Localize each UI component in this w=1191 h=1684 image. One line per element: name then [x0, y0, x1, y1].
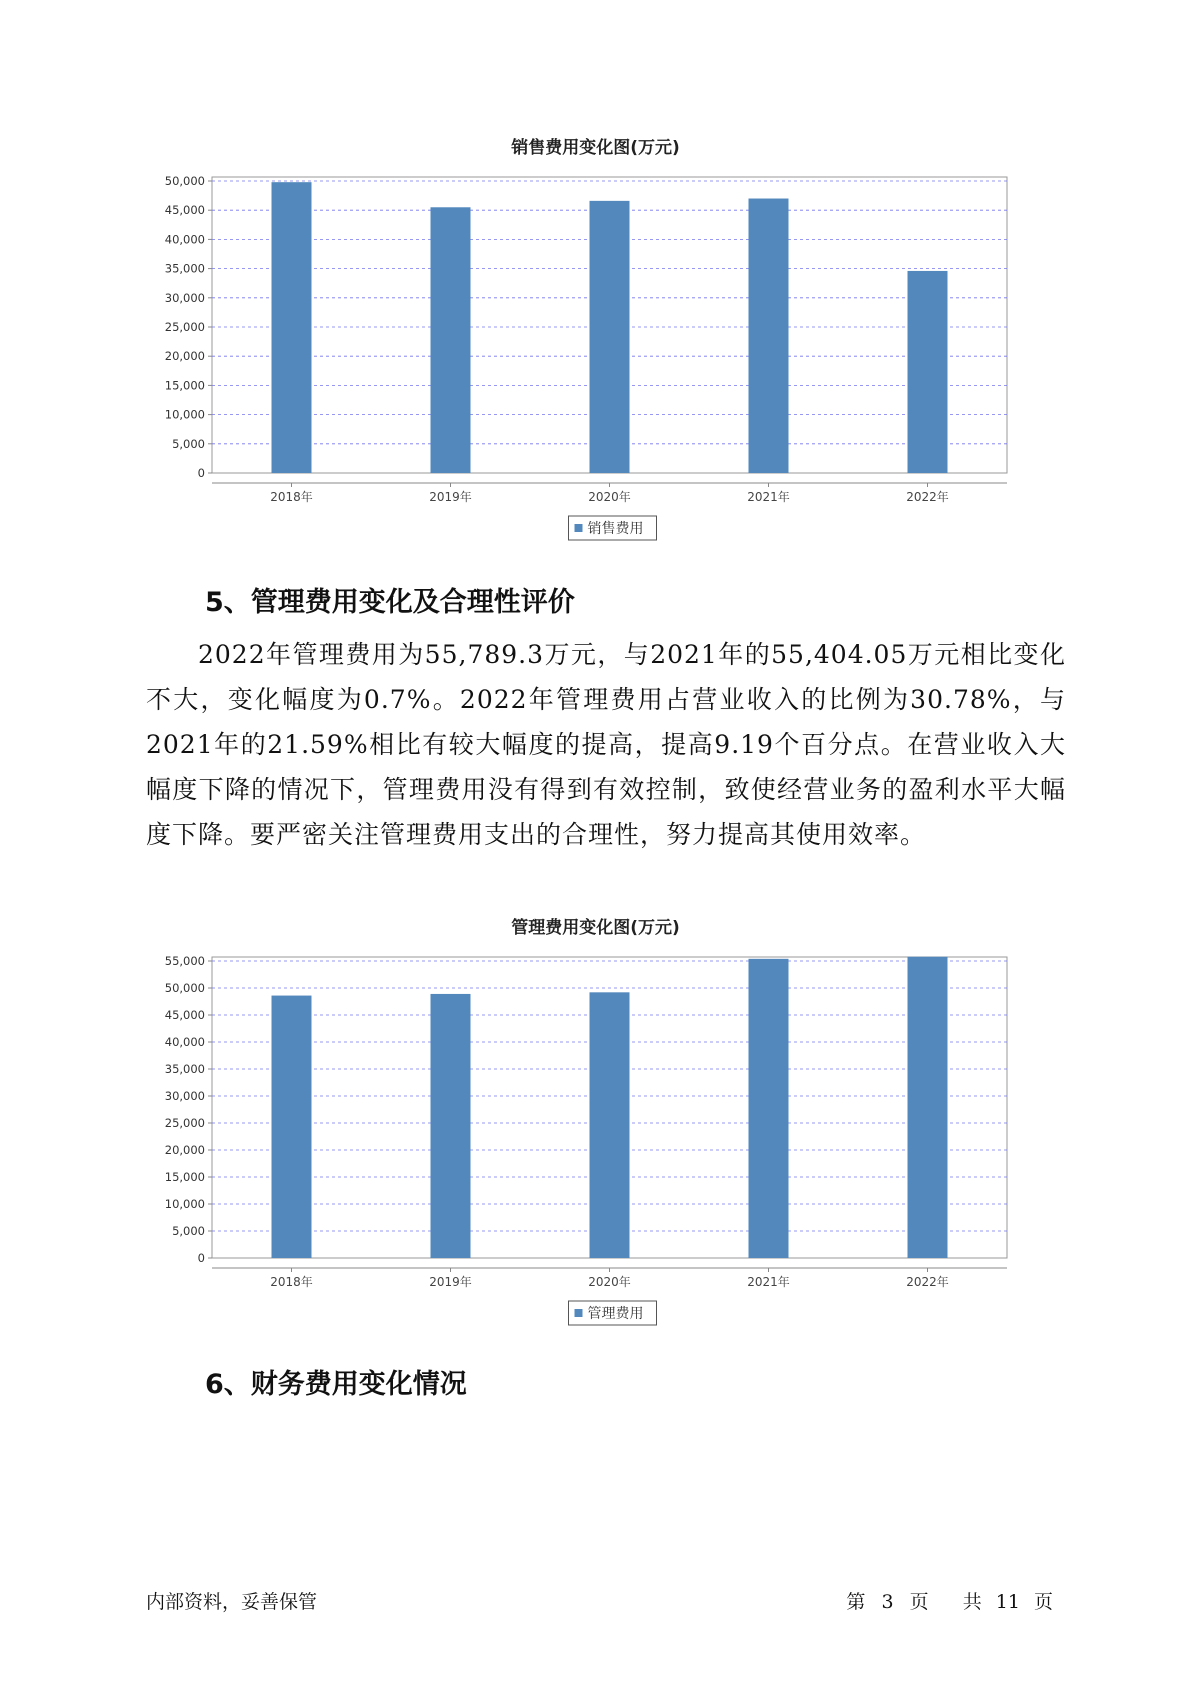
y-tick-label: 45,000 [164, 1008, 205, 1022]
total-prefix: 共 [962, 1591, 982, 1613]
y-tick-label: 20,000 [164, 349, 205, 364]
bar [590, 992, 630, 1258]
y-tick-label: 0 [197, 1251, 205, 1265]
y-tick-label: 5,000 [172, 436, 205, 451]
legend-label: 销售费用 [587, 521, 644, 537]
total-pages: 11 [995, 1591, 1020, 1613]
section-6-heading: 6、财务费用变化情况 [205, 1369, 467, 1400]
x-tick-label: 2022年 [906, 490, 949, 504]
bar [431, 207, 471, 473]
footer-page-info [846, 1587, 1053, 1614]
legend-swatch [575, 524, 583, 532]
bar [749, 199, 789, 473]
footer-confidential: 内部资料，妥善保管 [146, 1591, 318, 1613]
y-tick-label: 10,000 [164, 1197, 205, 1211]
sales-expense-chart [150, 165, 1010, 550]
y-tick-label: 30,000 [164, 290, 205, 305]
page-mid: 页 [909, 1591, 929, 1613]
y-tick-label: 30,000 [164, 1089, 205, 1103]
bar [908, 271, 948, 473]
chart-svg [150, 165, 1010, 550]
y-tick-label: 20,000 [164, 1143, 205, 1157]
y-tick-label: 5,000 [172, 1224, 205, 1238]
y-tick-label: 45,000 [164, 203, 205, 218]
x-tick-label: 2020年 [588, 490, 631, 504]
chart-title-management: 管理费用变化图(万元) [511, 918, 680, 938]
legend-label: 管理费用 [587, 1306, 644, 1322]
y-tick-label: 35,000 [164, 1062, 205, 1076]
x-tick-label: 2021年 [747, 1275, 790, 1289]
x-tick-label: 2021年 [747, 490, 790, 504]
x-tick-label: 2019年 [429, 490, 472, 504]
y-tick-label: 25,000 [164, 320, 205, 334]
page-number: 3 [881, 1591, 894, 1613]
x-tick-label: 2019年 [429, 1275, 472, 1289]
bar [272, 996, 312, 1258]
chart-title-sales: 销售费用变化图(万元) [511, 138, 680, 158]
bar [431, 994, 471, 1258]
y-tick-label: 15,000 [164, 378, 205, 393]
y-tick-label: 55,000 [164, 954, 205, 968]
x-tick-label: 2020年 [588, 1275, 631, 1289]
bar [908, 957, 948, 1258]
y-tick-label: 50,000 [164, 981, 205, 995]
y-tick-label: 10,000 [164, 407, 205, 422]
management-expense-chart [150, 945, 1010, 1335]
bar [749, 959, 789, 1258]
page-prefix: 第 [846, 1591, 866, 1613]
x-tick-label: 2018年 [270, 490, 313, 504]
total-suffix: 页 [1033, 1591, 1053, 1613]
y-tick-label: 35,000 [164, 261, 205, 276]
section-5-paragraph: 2022年管理费用为55,789.3万元，与2021年的55,404.05万元相比变化不大，变化幅度为0.7%。2022年管理费用占营业收入的比例为30.78%，与2021年的21.59%相比有较大幅度的提高，提高9.19个百分点。在营业收入大幅度下降的情况下，管理费用没有得到有效控制，致使经营业务的盈利水平大幅度下降。要严密关注管理费用支出的合理性，努力提高其使用效率。 [146, 640, 1066, 849]
y-tick-label: 15,000 [164, 1170, 205, 1184]
x-tick-label: 2018年 [270, 1275, 313, 1289]
y-tick-label: 25,000 [164, 1116, 205, 1130]
x-tick-label: 2022年 [906, 1275, 949, 1289]
y-tick-label: 0 [197, 466, 205, 480]
bar [272, 182, 312, 473]
legend-swatch [575, 1309, 583, 1317]
y-tick-label: 50,000 [164, 174, 205, 188]
y-tick-label: 40,000 [164, 1035, 205, 1049]
chart-svg [150, 945, 1010, 1335]
bar [590, 201, 630, 473]
section-5-heading: 5、管理费用变化及合理性评价 [205, 587, 575, 618]
y-tick-label: 40,000 [164, 232, 205, 247]
